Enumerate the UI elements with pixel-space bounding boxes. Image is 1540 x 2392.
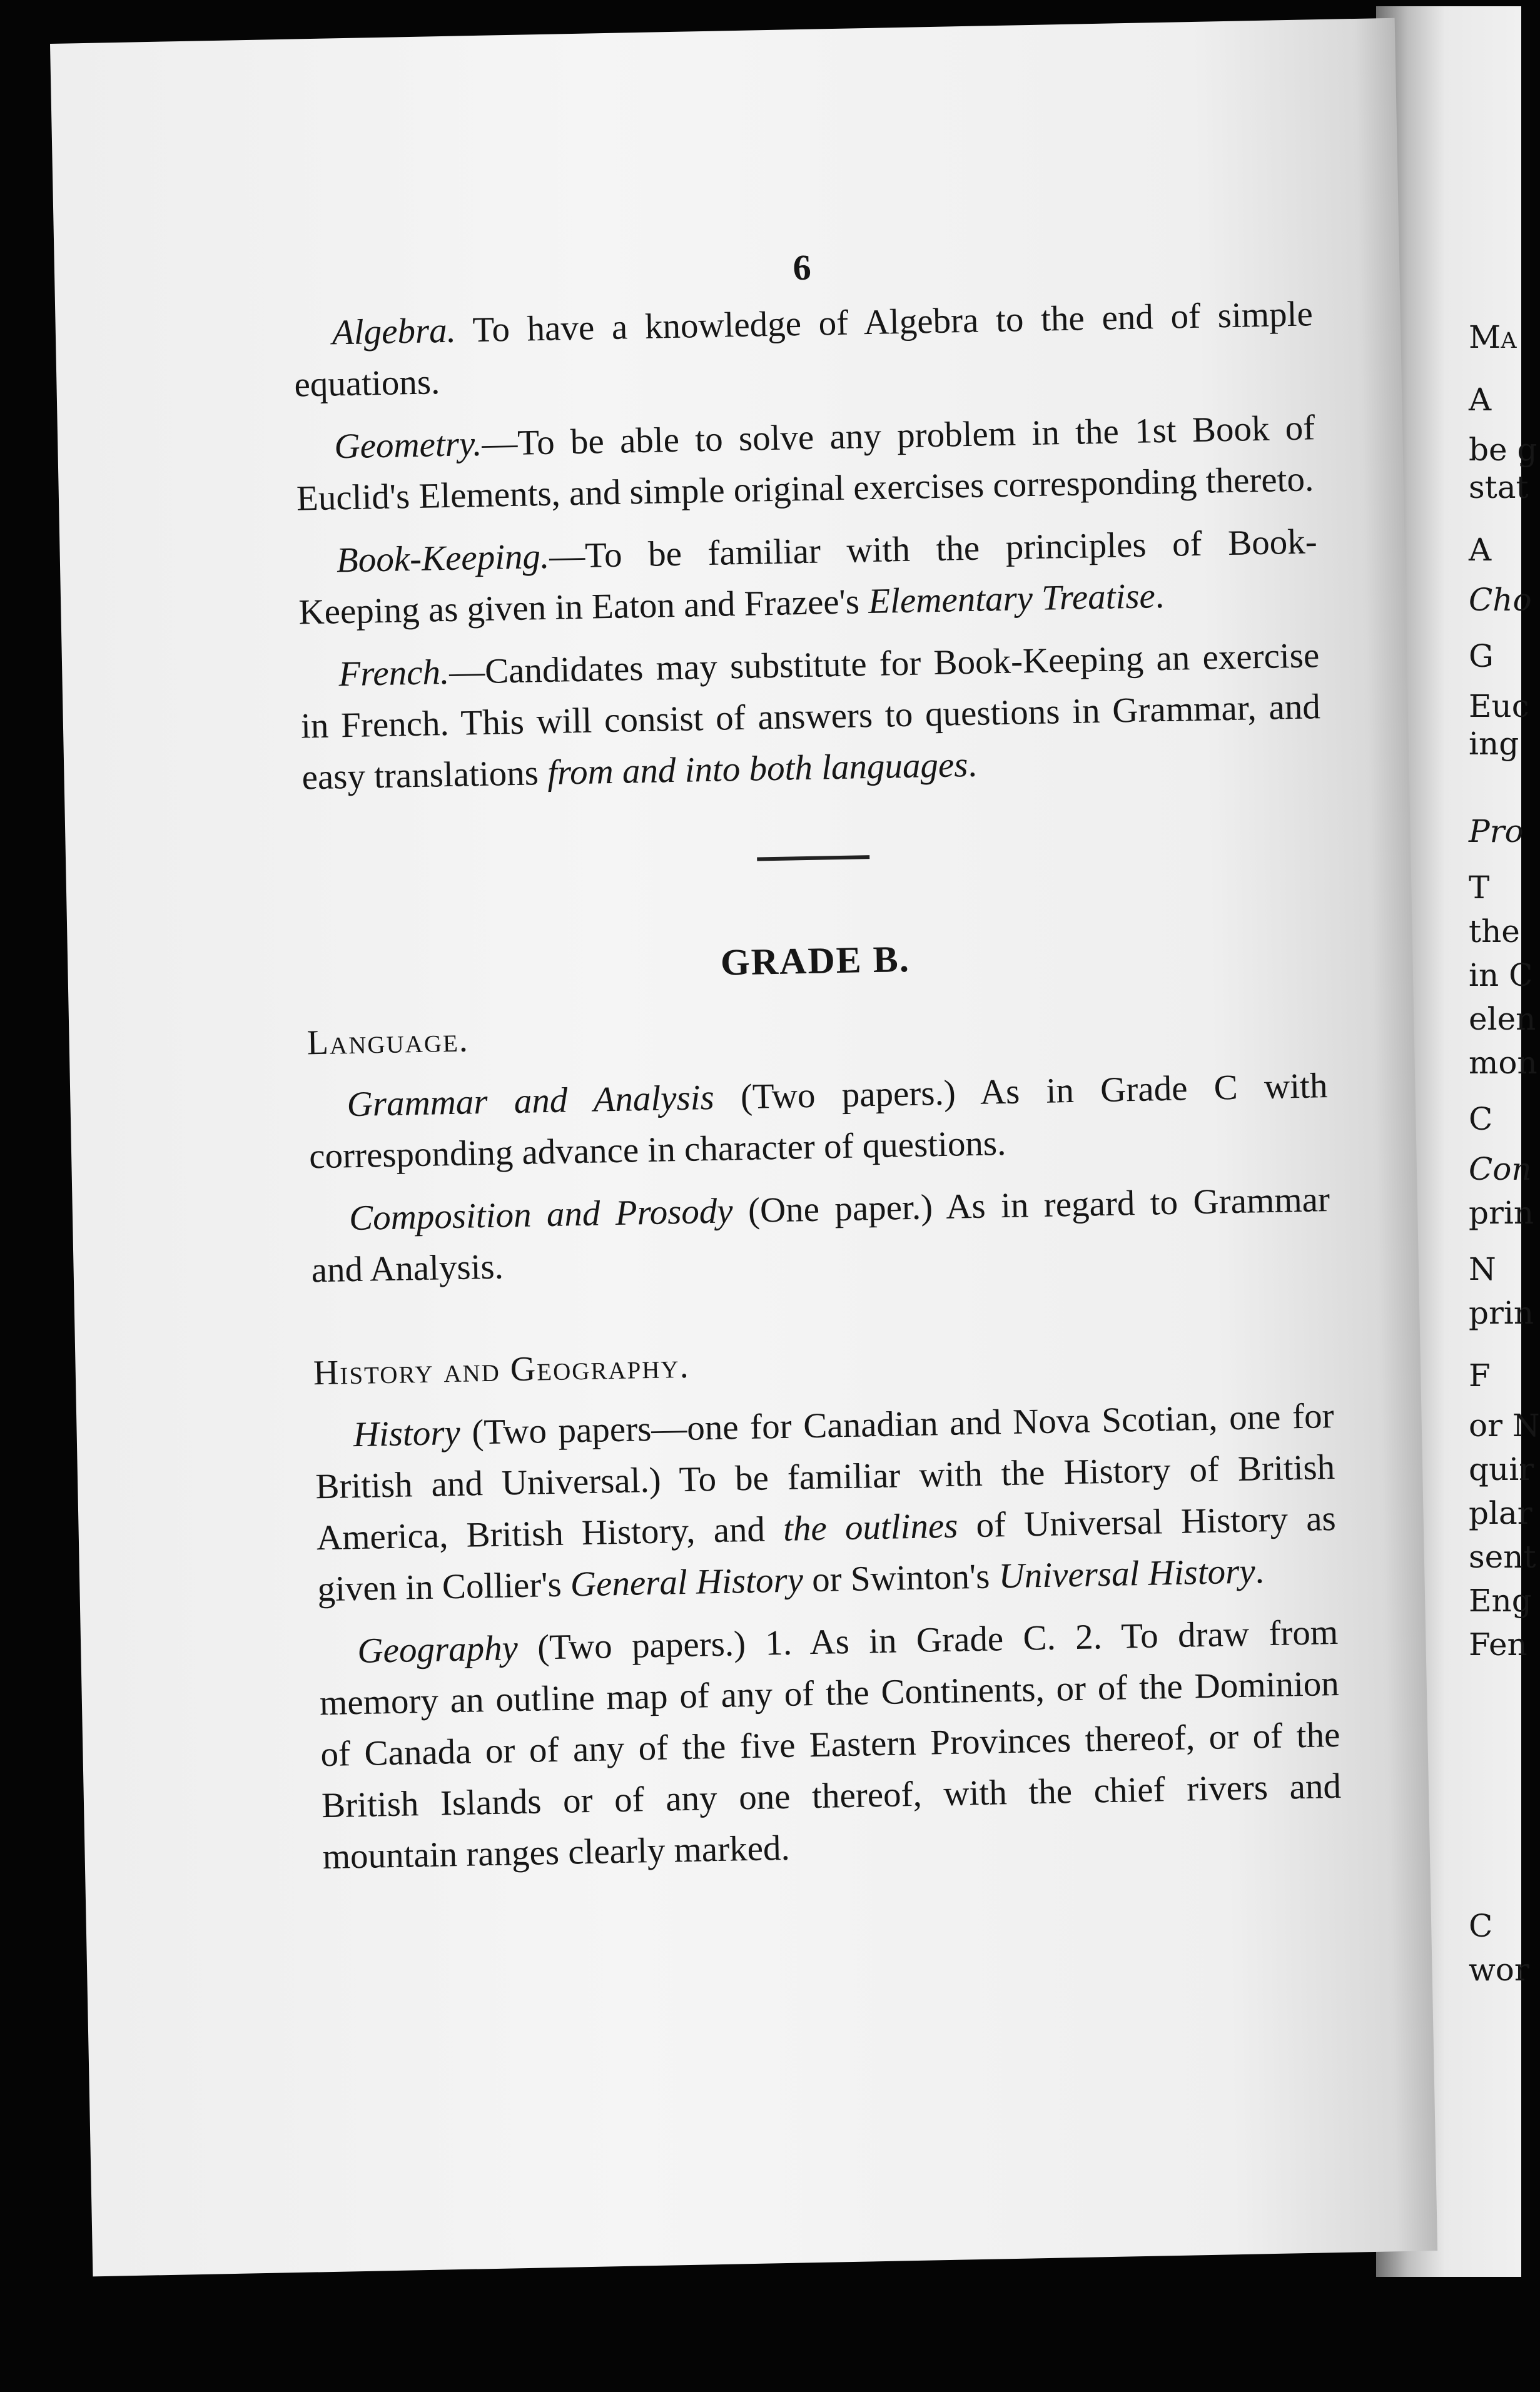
- facing-page-fragment: Euc: [1469, 688, 1529, 724]
- paragraph-end: .: [1254, 1551, 1265, 1591]
- facing-page-fragment: sent: [1469, 1539, 1536, 1575]
- facing-page-fragment: stat: [1469, 469, 1529, 505]
- page-body: [291, 232, 1342, 1894]
- facing-page-fragment: Ma: [1469, 319, 1517, 355]
- facing-page-fragment: Cho: [1469, 582, 1532, 618]
- facing-page-fragment: elen: [1469, 1001, 1536, 1037]
- section-divider: [757, 855, 869, 861]
- facing-page-fragment: be g: [1469, 432, 1537, 468]
- paragraph-geometry: [295, 402, 1317, 524]
- section-heading-history-geography: History and Geography.: [313, 1346, 691, 1393]
- facing-page-fragment: prin: [1469, 1195, 1534, 1231]
- facing-page-fragment: C: [1469, 1101, 1493, 1137]
- paragraph-text: of Universal History as given in Collier's: [317, 1498, 1337, 1609]
- facing-page-fragment: F: [1469, 1357, 1491, 1394]
- facing-page-fragment: Con: [1469, 1151, 1532, 1187]
- facing-page-fragment: Fen: [1469, 1626, 1527, 1663]
- paragraph-text: (Two papers—one for Canadian and Nova Scotian, one for British and Universal.) To be familiar with the History of British America, British History, and: [315, 1396, 1335, 1558]
- paragraph-composition: [310, 1174, 1331, 1296]
- paragraph-history: [314, 1391, 1337, 1615]
- paragraph-lead: Geography: [357, 1628, 519, 1671]
- paragraph-book-keeping: [297, 516, 1319, 638]
- paragraph-lead: Algebra.: [332, 310, 457, 353]
- paragraph-end: .: [1155, 575, 1165, 616]
- paragraph-text: (Two papers.) 1. As in Grade C. 2. To draw from memory an outline map of any of the Continents, or of the Dominion of Canada or of any of the five Eastern Provinces thereof, or of the British Islands or of any one thereof, with the chief rivers and mountain ranges clearly marked.: [319, 1612, 1342, 1877]
- facing-page-fragment: prin: [1469, 1295, 1534, 1331]
- facing-page-fragment: N: [1469, 1251, 1496, 1287]
- facing-page-fragment: in C: [1469, 957, 1533, 993]
- facing-page-fragment: or N: [1469, 1407, 1540, 1444]
- facing-page-fragment: plar: [1469, 1495, 1532, 1531]
- paragraph-text: To have a knowledge of Algebra to the end of simple equations.: [293, 294, 1314, 405]
- facing-page-fragment: A: [1469, 382, 1492, 418]
- paragraph-lead: Composition and Prosody: [348, 1191, 734, 1239]
- page-number: 6: [792, 246, 812, 288]
- paragraph-lead: French.: [338, 652, 450, 694]
- paragraph-geography: [318, 1607, 1343, 1883]
- facing-page-fragment: wor: [1469, 1952, 1529, 1988]
- facing-page-fragment: G: [1469, 638, 1494, 674]
- paragraph-lead: Geometry.: [333, 423, 482, 467]
- paragraph-lead: Book-Keeping.: [336, 536, 550, 580]
- paragraph-end: .: [967, 744, 978, 785]
- facing-page-fragment: T: [1469, 869, 1490, 906]
- facing-page-fragment: Eng: [1469, 1583, 1532, 1619]
- paragraph-text: (Two papers.) As in Grade C with corresponding advance in character of questions.: [308, 1066, 1328, 1177]
- paragraph-lead: History: [353, 1412, 461, 1455]
- paragraph-italic: the outlines: [783, 1506, 958, 1549]
- paragraph-algebra: [293, 288, 1314, 410]
- section-heading-language: Language.: [306, 1020, 470, 1063]
- paragraph-text: or Swinton's: [803, 1556, 1000, 1600]
- facing-page-fragment: ing: [1469, 726, 1519, 762]
- facing-page-fragment: the: [1469, 913, 1520, 950]
- paragraph-text: —To be able to solve any problem in the 1st Book of Euclid's Elements, and simple original exercises corresponding thereto.: [296, 408, 1315, 519]
- facing-page-fragment: A: [1469, 532, 1492, 568]
- paragraph-italic: from and into both languages: [547, 745, 968, 793]
- document-page: [50, 18, 1437, 2277]
- paragraph-grammar: [308, 1060, 1329, 1182]
- facing-page-fragment: C: [1469, 1908, 1493, 1944]
- facing-page-fragment: mon: [1469, 1045, 1537, 1081]
- paragraph-lead: Grammar and Analysis: [347, 1077, 715, 1125]
- paragraph-italic: Elementary Treatise: [868, 576, 1156, 622]
- paragraph-text: —To be familiar with the principles of Book-Keeping as given in Eaton and Frazee's: [298, 522, 1318, 632]
- paragraph-italic: Universal History: [998, 1551, 1256, 1596]
- grade-heading: GRADE B.: [720, 938, 911, 983]
- paragraph-italic: General History: [570, 1560, 804, 1604]
- paragraph-french: [300, 630, 1322, 803]
- facing-page-fragment: quir: [1469, 1451, 1534, 1487]
- facing-page-fragment: Pro: [1469, 813, 1524, 849]
- paragraph-text: (One paper.) As in regard to Grammar and Analysis.: [311, 1180, 1330, 1290]
- paragraph-text: —Candidates may substitute for Book-Keeping an exercise in French. This will consist of answers to questions in Grammar, and easy translations: [300, 636, 1321, 798]
